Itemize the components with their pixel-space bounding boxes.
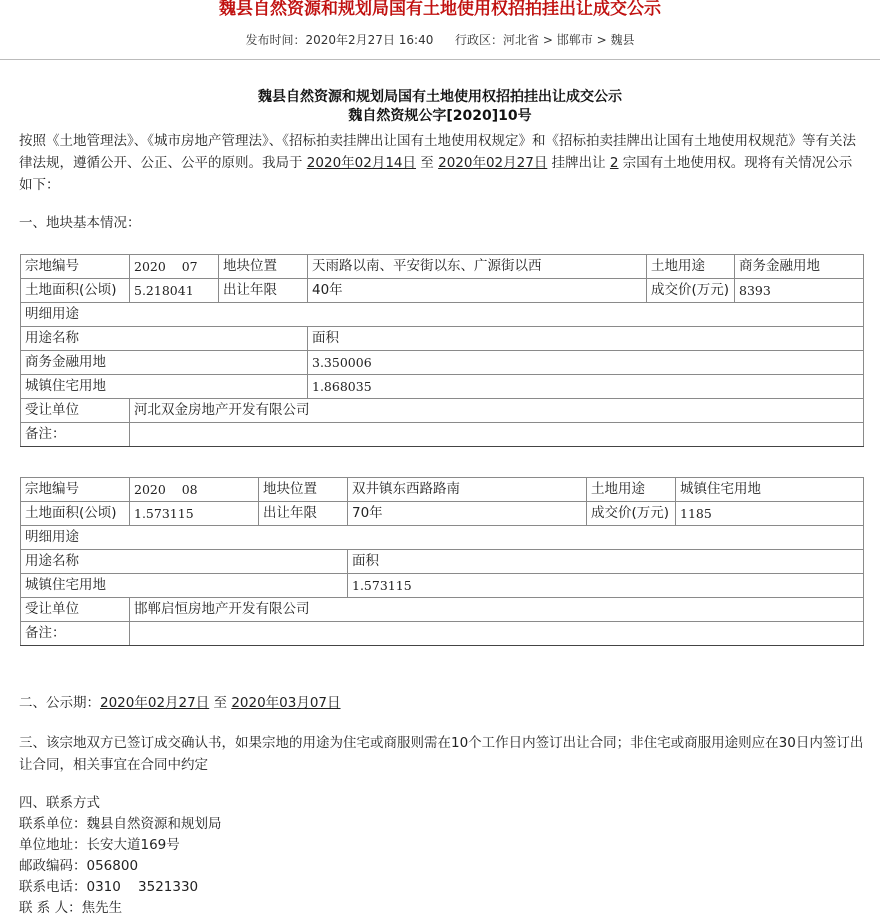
contact-unit: 联系单位：魏县自然资源和规划局 [19, 816, 222, 832]
detail-use-name: 商务金融用地 [21, 351, 308, 375]
section-1-heading: 一、地块基本情况： [19, 215, 141, 231]
section-3-contract-note: 三、该宗地双方已签订成交确认书，如果宗地的用途为住宅或商服则需在10个工作日内签订出让合同；非住宅或商服用途则应在30日内签订出让合同，相关事宜在合同中约定 [19, 735, 864, 773]
publicity-start-date: 2020年02月27日 [100, 695, 210, 711]
label-remarks: 备注： [21, 622, 130, 646]
label-parcel-no: 宗地编号 [21, 255, 130, 279]
table-row [21, 502, 864, 526]
detail-use-area: 1.573115 [348, 574, 864, 598]
land-use-value: 城镇住宅用地 [676, 478, 864, 502]
area-value: 1.573115 [130, 502, 259, 526]
page-header-title: 魏县自然资源和规划局国有土地使用权招拍挂出让成交公示 [219, 0, 661, 19]
term-value: 40年 [308, 279, 647, 303]
parcel-table-2 [20, 477, 864, 646]
region-label: 行政区： [455, 33, 504, 47]
label-area: 土地面积(公顷) [21, 279, 130, 303]
table-row [21, 279, 864, 303]
table-row [21, 574, 864, 598]
grantee-value: 邯郸启恒房地产开发有限公司 [130, 598, 864, 622]
publicity-end-date: 2020年03月07日 [231, 695, 341, 711]
intro-paragraph [19, 130, 865, 196]
table-row [21, 423, 864, 447]
table-row [21, 255, 864, 279]
section-2-publicity-period [19, 692, 869, 714]
intro-text: 宗国有土地使用权。现将有关情况公示如下： [19, 155, 853, 193]
detail-use-name: 城镇住宅用地 [21, 375, 308, 399]
label-parcel-no: 宗地编号 [21, 478, 130, 502]
table-row [21, 550, 864, 574]
intro-text: 挂牌出让 [547, 155, 610, 171]
remarks-value [130, 622, 864, 646]
parcel-count: 2 [609, 155, 619, 171]
listing-start-date: 2020年02月14日 [306, 155, 417, 171]
publish-label: 发布时间： [245, 33, 306, 47]
contact-heading: 四、联系方式 [19, 795, 100, 811]
parcel-table-1 [20, 254, 864, 447]
area-value: 5.218041 [130, 279, 219, 303]
label-land-use: 土地用途 [587, 478, 676, 502]
table-row [21, 478, 864, 502]
grantee-value: 河北双金房地产开发有限公司 [130, 399, 864, 423]
label-term: 出让年限 [259, 502, 348, 526]
label-use-area: 面积 [348, 550, 864, 574]
contact-person: 联 系 人：焦先生 [19, 900, 123, 916]
publish-meta [0, 30, 880, 50]
parcel-no-value: 2020 08 [130, 478, 259, 502]
price-value: 8393 [735, 279, 864, 303]
intro-text: 按照《土地管理法》、《城市房地产管理法》、《招标拍卖挂牌出让国有土地使用权规定》和《招标拍卖挂牌出让国有土地使用权规范》等有关法律法规，遵循公开、公正、公平的原则。我局于 [19, 133, 856, 171]
contact-address: 单位地址：长安大道169号 [19, 837, 180, 853]
label-area: 土地面积(公顷) [21, 502, 130, 526]
table-row [21, 526, 864, 550]
table-row [21, 399, 864, 423]
label-location: 地块位置 [259, 478, 348, 502]
table-row [21, 622, 864, 646]
table-row [21, 327, 864, 351]
detail-use-name: 城镇住宅用地 [21, 574, 348, 598]
document-number: 魏自然资规公字[2020]10号 [348, 108, 532, 124]
parcel-no-value: 2020 07 [130, 255, 219, 279]
intro-text: 至 [416, 155, 439, 171]
section-4-contact [19, 793, 222, 919]
term-value: 70年 [348, 502, 587, 526]
label-detail-use: 明细用途 [21, 526, 864, 550]
region-province-link[interactable]: 河北省 [503, 33, 540, 47]
table-row [21, 598, 864, 622]
label-use-area: 面积 [308, 327, 864, 351]
region-city-link[interactable]: 邯郸市 [556, 33, 593, 47]
breadcrumb-separator: > [596, 33, 607, 47]
region-county-link[interactable]: 魏县 [610, 33, 635, 47]
remarks-value [130, 423, 864, 447]
section-2-prefix: 二、公示期： [19, 695, 100, 711]
table-row [21, 303, 864, 327]
label-use-name: 用途名称 [21, 327, 308, 351]
label-price: 成交价(万元) [587, 502, 676, 526]
location-value: 双井镇东西路路南 [348, 478, 587, 502]
contact-phone: 联系电话：0310 3521330 [19, 879, 199, 895]
label-remarks: 备注： [21, 423, 130, 447]
listing-end-date: 2020年02月27日 [438, 155, 548, 171]
header-divider [0, 59, 880, 60]
label-price: 成交价(万元) [647, 279, 735, 303]
section-2-mid: 至 [209, 695, 232, 711]
label-detail-use: 明细用途 [21, 303, 864, 327]
price-value: 1185 [676, 502, 864, 526]
contact-postcode: 邮政编码：056800 [19, 858, 139, 874]
detail-use-area: 3.350006 [308, 351, 864, 375]
breadcrumb-separator: > [542, 33, 553, 47]
location-value: 天雨路以南、平安街以东、广源街以西 [308, 255, 647, 279]
label-location: 地块位置 [219, 255, 308, 279]
label-use-name: 用途名称 [21, 550, 348, 574]
table-row [21, 375, 864, 399]
publish-time: 2020年2月27日 16:40 [305, 33, 434, 47]
detail-use-area: 1.868035 [308, 375, 864, 399]
label-land-use: 土地用途 [647, 255, 735, 279]
table-row [21, 351, 864, 375]
label-grantee: 受让单位 [21, 598, 130, 622]
label-grantee: 受让单位 [21, 399, 130, 423]
label-term: 出让年限 [219, 279, 308, 303]
land-use-value: 商务金融用地 [735, 255, 864, 279]
document-title: 魏县自然资源和规划局国有土地使用权招拍挂出让成交公示 [258, 89, 622, 105]
